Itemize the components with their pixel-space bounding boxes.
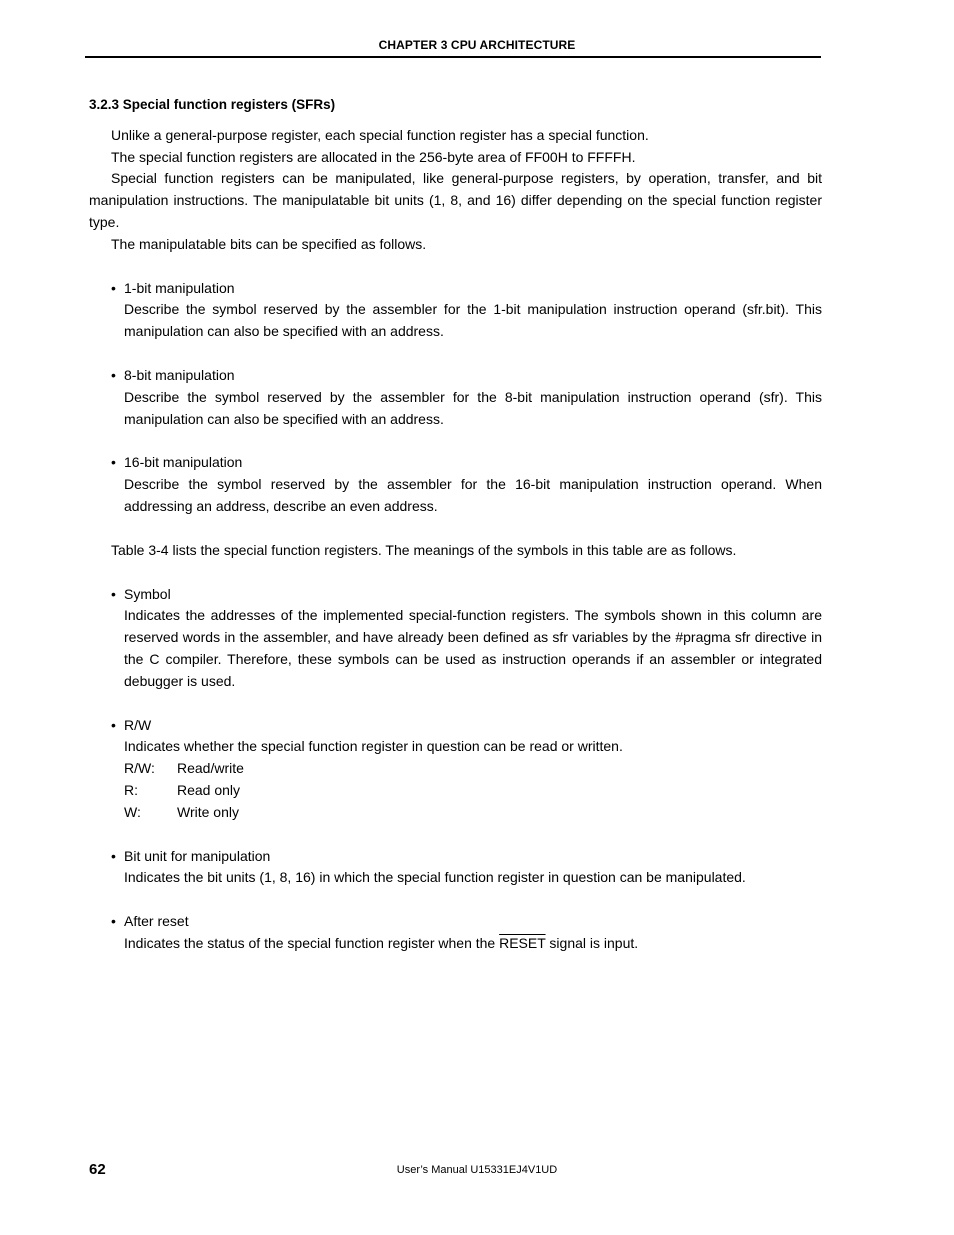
rw-code: R: bbox=[124, 781, 138, 798]
rw-definition-row bbox=[124, 802, 822, 824]
bullet-body: Describe the symbol reserved by the assembler for the 8-bit manipulation instruction operand (sfr). This manipulation can also be specified with an address. bbox=[124, 388, 822, 427]
rw-definition-row bbox=[124, 758, 822, 780]
bullet-item-symbol bbox=[111, 584, 822, 693]
bullet-title: • Symbol bbox=[111, 584, 822, 606]
bullet-body bbox=[124, 933, 822, 955]
bullet-title: • Bit unit for manipulation bbox=[111, 846, 822, 868]
bullet-item-bit-unit bbox=[111, 846, 822, 890]
bullet-body: Indicates the addresses of the implemented special-function registers. The symbols shown in this column are reserved words in the assembler, and have already been defined as sfr variables by the #pragma sfr directive in the C compiler. Therefore, these symbols can be used as instruction operands if an assembler or integrated debugger is used. bbox=[124, 607, 822, 689]
rw-definition-row bbox=[124, 780, 822, 802]
bullet-title: • 16-bit manipulation bbox=[111, 452, 822, 474]
rw-code: W: bbox=[124, 803, 141, 820]
paragraph: The manipulatable bits can be specified as follows. bbox=[111, 235, 427, 252]
bullet-title: • 8-bit manipulation bbox=[111, 365, 822, 387]
paragraph: Special function registers can be manipulated, like general-purpose registers, by operation, transfer, and bit manipulation instructions. The manipulatable bit units (1, 8, and 16) differ depending on the special function register type. bbox=[89, 170, 822, 230]
table-intro: Table 3-4 lists the special function registers. The meanings of the symbols in this table are as follows. bbox=[111, 541, 737, 558]
bullet-item-after-reset bbox=[111, 911, 822, 955]
bullet-item bbox=[111, 452, 822, 517]
paragraph: The special function registers are allocated in the 256-byte area of FF00H to FFFFH. bbox=[111, 148, 636, 165]
rw-meaning: Read/write bbox=[177, 760, 244, 777]
rw-code: R/W: bbox=[124, 760, 155, 777]
bullet-body: Describe the symbol reserved by the assembler for the 16-bit manipulation instruction operand. When addressing an address, describe an even address. bbox=[124, 476, 822, 514]
paragraph: Unlike a general-purpose register, each special function register has a special function. bbox=[111, 126, 649, 143]
page-content bbox=[89, 94, 822, 955]
bullet-item bbox=[111, 365, 822, 430]
running-footer: User’s Manual U15331EJ4V1UD bbox=[396, 1164, 558, 1176]
bullet-body: Indicates the bit units (1, 8, 16) in which the special function register in question can be manipulated. bbox=[124, 869, 746, 886]
page-number: 62 bbox=[89, 1161, 106, 1178]
bullet-body: Indicates whether the special function register in question can be read or written. bbox=[124, 738, 623, 755]
running-header: CHAPTER 3 CPU ARCHITECTURE bbox=[378, 38, 576, 52]
text-run: Indicates the status of the special function register when the bbox=[124, 934, 500, 951]
rw-meaning: Write only bbox=[177, 803, 239, 820]
header-rule bbox=[85, 56, 821, 58]
reset-signal: RESET bbox=[499, 934, 546, 951]
bullet-title: • 1-bit manipulation bbox=[111, 278, 822, 300]
bullet-title: • R/W bbox=[111, 715, 822, 737]
text-run: signal is input. bbox=[545, 934, 639, 951]
bullet-title: • After reset bbox=[111, 911, 822, 933]
bullet-item bbox=[111, 278, 822, 343]
rw-meaning: Read only bbox=[177, 781, 241, 798]
bullet-item-rw bbox=[111, 715, 822, 824]
bullet-body: Describe the symbol reserved by the assembler for the 1-bit manipulation instruction operand (sfr.bit). This manipulation can also be specified with an address. bbox=[124, 301, 822, 340]
section-heading: 3.2.3 Special function registers (SFRs) bbox=[89, 97, 336, 112]
